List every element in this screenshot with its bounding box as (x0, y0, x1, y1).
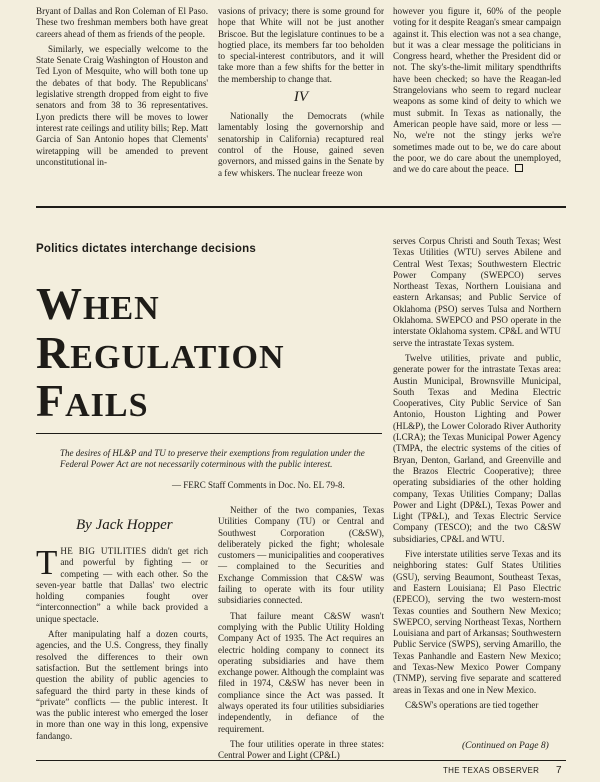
article-col3-paragraph-1: serves Corpus Christi and South Texas; West Texas Utilities (WTU) serves Abilene and Central West Texas; Southwestern Electric Power Company (SWEPCO) serves Northeast Texas, Northern Louisiana and eastern Arkansas; and Public Service of Oklahoma (PSO) serves Tulsa and Northern Oklahoma. SWEPCO and PSO operate in the interstate Oklahoma system. CP&L and WTU serve the intrastate Texas system. (393, 236, 561, 348)
article-col2-paragraph-1: Neither of the two companies, Texas Utilities Company (TU) or Central and Southwest Corporation (C&SW), deliberately picked the fight; wholesale customers — municipalities and cooperatives — complained to the Securities and Exchange Commission that C&SW was failing to operate with its four utility subsidiaries connected. (218, 505, 384, 606)
article-col3-paragraph-3: Five interstate utilities serve Texas and its neighboring states: Gulf States Utilities (GSU), serving Beaumont, Southeast Texas, and Eastern Louisiana; El Paso Electric (EPECO), serving the two western-most Texas counties and Southern New Mexico; SWEPCO, serving Northeast Texas, Northern Louisiana and part of Arkansas; Southwestern Public Service (SWPS), serving Amarillo, the Texas Panhandle and Eastern New Mexico; and Texas-New Mexico Power Company (TNMP), serving five separate and scattered areas in Texas and one in New Mexico. (393, 549, 561, 695)
top-col2-paragraph-2: Nationally the Democrats (while lamentably losing the governorship and senatorship in California) recaptured real control of the House, gained seven governors, and missed gains in the Senate by a few whiskers. The nuclear freeze won (218, 111, 384, 178)
top-col3-paragraph: however you figure it, 60% of the people voting for it despite Reagan's smear campaign against it. This election was not a sea change, but it was a clear message the politicians in Congress heard, whether the President did or not. The sky's-the-limit military spendthrifts have been checked; so have the Reagan-led Strangelovians who seem to regard nuclear weapons as some kind of deity to which we must submit. In Texas as nationally, the American people have said, more or less — No, we're not the stingy jerks we're sometimes made out to be, we do care about the poor, we do care about the unemployed, and we do care about the peace. (393, 6, 561, 175)
title-line-2-rest: EGULATION (70, 339, 285, 376)
epigraph: The desires of HL&P and TU to preserve their exemptions from regulation under the Federal Power Act are not necessarily coterminous with the public interest. (60, 448, 365, 469)
title-line-3-rest: AILS (65, 387, 149, 424)
top-column-3 (393, 6, 561, 179)
top-column-1 (36, 6, 208, 172)
page-number: 7 (556, 765, 562, 776)
footer-rule (36, 760, 566, 761)
publication-name: THE TEXAS OBSERVER (443, 766, 540, 775)
top-column-2 (218, 6, 384, 183)
section-divider (36, 206, 566, 208)
top-col1-paragraph-1: Bryant of Dallas and Ron Coleman of El Paso. These two freshman members both have great careers ahead of them as friends of the people. (36, 6, 208, 39)
article-column-2 (218, 505, 384, 766)
article-column-1 (36, 543, 209, 746)
continued-on-page: (Continued on Page 8) (462, 741, 549, 751)
drop-cap: T (36, 543, 58, 582)
lead-text: didn't get rich and powerful by fighting — or competing — with each other. So the seven-year battle that Dallas' two electric holding companies fought over “interconnection” a while back provided a unique spectacle. (36, 546, 209, 624)
article-col2-paragraph-2: That failure meant C&SW wasn't complying with the Public Utility Holding Company Act of 1935. The Act requires an electric holding company to connect its operating subsidiaries and have them exchange power. Although the complaint was filed in 1974, C&SW has never been in compliance since the Act was passed. It always operated its four utilities subsidiaries independently, in defiance of the requirement. (218, 610, 384, 734)
top-col2-paragraph-1: vasions of privacy; there is some ground for hope that White will not be just another Briscoe. But the legislature continues to be a hogtied place, its members far too beholden to special-interest contributors, and it will take more than a few shifts for the better in the membership to change that. (218, 6, 384, 84)
top-col1-paragraph-2: Similarly, we especially welcome to the State Senate Craig Washington of Houston and Ted Lyon of Mesquite, who will both tone up the debates of that body. The Republicans' legislative strength dropped from eight to five senators and from 38 to 36 representatives. Lyon predicts there will be moves to lower interest rate ceilings and utility bills; Rep. Matt Garcia of San Antonio hopes that Clements' wiretapping will be amended to prevent unconstitutional in- (36, 43, 208, 167)
article-kicker: Politics dictates interchange decisions (36, 243, 256, 255)
lead-smallcaps: HE BIG UTILITIES (60, 546, 147, 556)
lead-paragraph (36, 543, 209, 625)
end-of-article-square-icon (515, 164, 523, 172)
article-col1-paragraph-2: After manipulating half a dozen courts, agencies, and the U.S. Congress, they finally resolved the differences to their own satisfaction. But the settlement brings into question the ability of public agencies to safeguard the third party in these kinds of “private” conflicts — the public interest. It was the public interest who emerged the loser in more than one way in this long, expensive fandango. (36, 629, 208, 741)
article-col2-paragraph-3: The four utilities operate in three states: Central Power and Light (CP&L) (218, 738, 384, 761)
title-line-1-rest: HEN (83, 290, 160, 327)
epigraph-attribution: — FERC Staff Comments in Doc. No. EL 79-8. (172, 480, 345, 490)
title-line-3 (36, 375, 149, 435)
article-col3-paragraph-4: C&SW's operations are tied together (405, 699, 539, 710)
byline: By Jack Hopper (76, 517, 173, 533)
title-line-2-cap: R (36, 327, 71, 378)
title-underline (36, 433, 382, 434)
title-line-3-cap: F (36, 375, 66, 426)
title-line-1-cap: W (36, 278, 83, 329)
article-column-3 (393, 236, 561, 715)
section-numeral: IV (293, 89, 309, 106)
article-col3-paragraph-2: Twelve utilities, private and public, generate power for the intrastate Texas area: Austin Municipal, Brownsville Municipal, South Texas and Medina Electric Cooperatives, City Public Service of San Antonio, Houston Lighting and Power (HL&P), the Lower Colorado River Authority (LCRA); the Texas Municipal Power Agency (TMPA, the electric systems of the cities of Bryan, Denton, Garland, and Greenville and the Brazos Electric Cooperative); three operating subsidiaries of the other holding company, Texas Utilities Company; Dallas Power and Light (DP&L), Texas Power and Light (TP&L), and Texas Electric Service Company (TESCO); and the two C&SW subsidiaries, CP&L and WTU. (393, 352, 561, 544)
